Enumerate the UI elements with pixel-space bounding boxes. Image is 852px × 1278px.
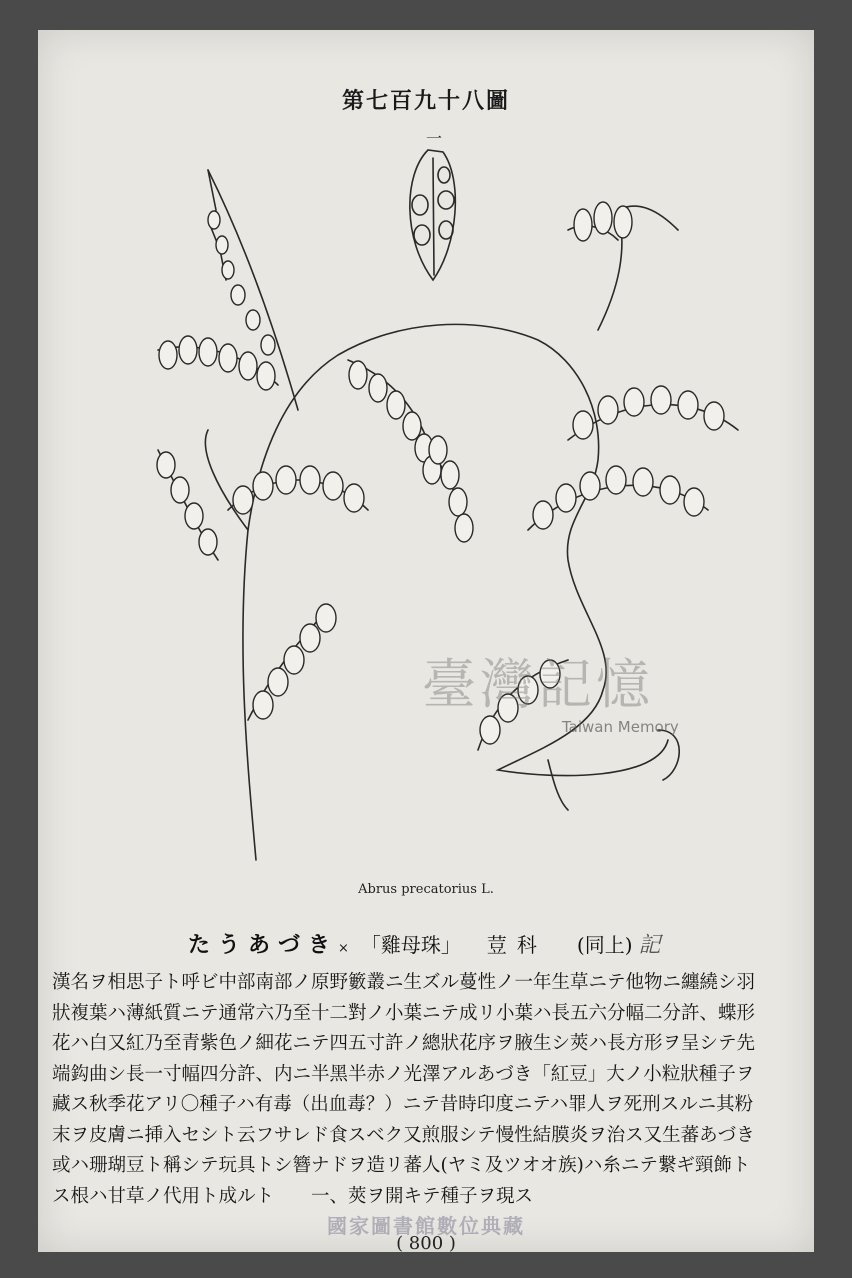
seed-pod-drawing xyxy=(410,150,456,280)
page-number: ( 800 ) xyxy=(396,1233,456,1254)
text-line: 藏ス秋季花アリ〇種子ハ有毒（出血毒？）ニテ昔時印度ニテハ罪人ヲ死刑スルニ其粉 xyxy=(52,1094,754,1115)
taiwan-memory-watermark xyxy=(422,642,742,762)
library-stamp: 國家圖書館數位典藏 xyxy=(327,1214,525,1238)
description-text xyxy=(52,968,802,1212)
watermark-english: Taiwan Memory xyxy=(562,718,679,736)
insert-mark: 一 xyxy=(426,130,443,148)
species-heading xyxy=(188,928,661,959)
chinese-name: 「雞母珠」 xyxy=(360,933,461,957)
figure-caption: Abrus precatorius L. xyxy=(358,882,494,897)
japanese-name: たうあづき xyxy=(188,932,339,958)
text-line: 漢名ヲ相思子ト呼ビ中部南部ノ原野籔叢ニ生ズル蔓性ノ一年生草ニテ他物ニ纏繞シ羽 xyxy=(52,972,756,993)
text-line: 花ハ白又紅乃至青紫色ノ細花ニテ四五寸許ノ總狀花序ヲ腋生シ莢ハ長方形ヲ呈シテ先 xyxy=(52,1033,756,1054)
text-line: ス根ハ甘草ノ代用ト成ルト 一、莢ヲ開キテ種子ヲ現ス xyxy=(52,1185,534,1207)
text-line: 端鈎曲シ長一寸幅四分許、内ニ半黑半赤ノ光澤アルあづき「紅豆」大ノ小粒狀種子ヲ xyxy=(52,1063,755,1085)
text-line: 末ヲ皮膚ニ挿入セシト云フサレド食スベク又煎服シテ慢性結膜炎ヲ治ス又生蕃あづき xyxy=(52,1124,755,1146)
heading-note: (同上) xyxy=(576,933,633,957)
cross-mark: × xyxy=(338,941,349,956)
text-line: 狀複葉ハ薄紙質ニテ通常六乃至十二對ノ小葉ニテ成リ小葉ハ長五六分幅二分許、蝶形 xyxy=(52,1002,756,1024)
text-line: 或ハ珊瑚豆ト稱シテ玩具トシ簪ナドヲ造リ蕃人(ヤミ及ツオオ族)ハ糸ニテ繋ギ頸飾ト xyxy=(52,1155,751,1176)
watermark-chinese: 臺灣記憶 xyxy=(422,653,654,716)
handwritten-mark: 記 xyxy=(638,933,661,958)
book-page xyxy=(38,30,814,1252)
family-name: 荳科 xyxy=(486,933,547,957)
figure-title: 第七百九十八圖 xyxy=(341,88,510,114)
